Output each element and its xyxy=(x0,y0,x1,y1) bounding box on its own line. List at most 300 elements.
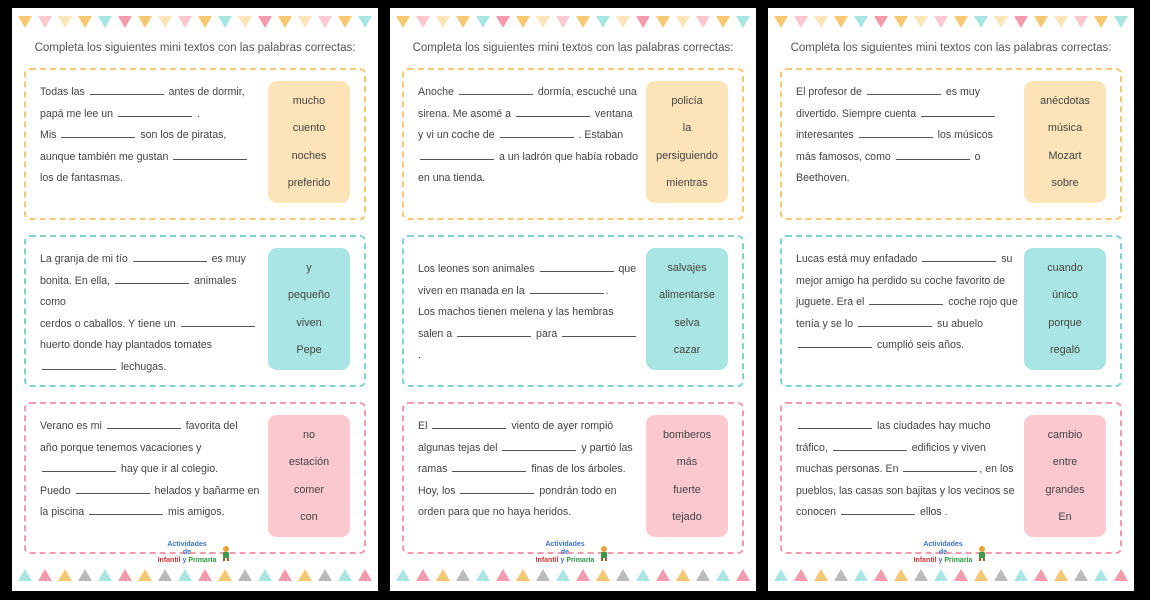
bunting-flag xyxy=(218,569,232,581)
bunting-flag xyxy=(58,569,72,581)
bunting-flag xyxy=(874,569,888,581)
fill-in-blank[interactable] xyxy=(833,441,907,451)
word-bank-item: con xyxy=(300,511,318,524)
bunting-flag xyxy=(1074,569,1088,581)
logo-word: y xyxy=(180,557,189,564)
word-bank xyxy=(1024,248,1106,370)
bunting-flag xyxy=(656,16,670,28)
text-segment: las ciudades hay mucho xyxy=(874,420,991,432)
fill-in-blank[interactable] xyxy=(460,484,534,494)
bunting-flag xyxy=(696,16,710,28)
site-logo xyxy=(12,541,378,565)
exercise-text xyxy=(796,82,1018,190)
fill-in-blank[interactable] xyxy=(858,317,932,327)
bunting-flag xyxy=(954,569,968,581)
text-line xyxy=(40,502,262,524)
exercise-text xyxy=(796,416,1018,524)
bunting-flag xyxy=(318,569,332,581)
fill-in-blank[interactable] xyxy=(859,128,933,138)
text-line xyxy=(418,281,640,303)
fill-in-blank[interactable] xyxy=(61,128,135,138)
word-bank-item: porque xyxy=(1048,316,1082,329)
fill-in-blank[interactable] xyxy=(500,128,574,138)
text-segment: los músicos xyxy=(934,129,993,141)
bunting-flag xyxy=(716,16,730,28)
text-line xyxy=(40,104,262,126)
bunting-flag xyxy=(78,16,92,28)
text-line xyxy=(40,147,262,169)
text-segment: . xyxy=(605,284,609,297)
text-segment: viven en manada en la xyxy=(418,284,528,297)
word-bank-item: cuando xyxy=(1047,261,1083,274)
text-segment: su xyxy=(998,253,1013,265)
mascot-icon xyxy=(976,545,988,561)
text-segment: dormía, escuché una xyxy=(534,86,637,98)
word-bank-item: cambio xyxy=(1047,428,1083,441)
bunting-flag xyxy=(736,16,750,28)
bunting-flag xyxy=(358,569,372,581)
logo-line-3 xyxy=(914,557,973,565)
bunting-flag xyxy=(994,16,1008,28)
word-bank-item: selva xyxy=(674,316,700,329)
text-segment: es muy xyxy=(942,86,980,98)
bunting-flag xyxy=(636,16,650,28)
site-logo xyxy=(768,541,1134,565)
text-segment: ramas xyxy=(418,463,451,475)
text-line xyxy=(796,271,1018,293)
text-line xyxy=(40,125,262,147)
logo-text xyxy=(158,541,217,565)
word-bank-item: anécdotas xyxy=(1040,94,1090,107)
text-line xyxy=(40,481,262,503)
logo-text xyxy=(536,541,595,565)
text-segment: salen a xyxy=(418,327,456,340)
text-segment: orden para que no haya heridos. xyxy=(418,506,572,518)
text-segment: viento de ayer rompió xyxy=(508,420,614,432)
bunting-flag xyxy=(238,16,252,28)
word-bank-item: pequeño xyxy=(287,289,331,302)
text-line xyxy=(40,438,262,460)
bunting-flag xyxy=(178,569,192,581)
bunting-flag xyxy=(874,16,888,28)
bunting-flag xyxy=(396,569,410,581)
bunting-flag xyxy=(338,16,352,28)
bunting-flag xyxy=(118,569,132,581)
text-segment: papá me lee un xyxy=(40,107,116,120)
logo-word: Primaria xyxy=(944,557,973,564)
text-segment: año porque tenemos vacaciones y xyxy=(40,441,202,454)
text-segment: sirena. Me asomé a xyxy=(418,107,514,120)
instruction-text: Completa los siguientes mini textos con las palabras correctas: xyxy=(412,42,734,54)
word-bank xyxy=(268,81,350,203)
text-segment: divertido. Siempre cuenta xyxy=(796,107,920,120)
fill-in-blank[interactable] xyxy=(540,262,614,272)
fill-in-blank[interactable] xyxy=(922,252,996,262)
fill-in-blank[interactable] xyxy=(867,85,941,95)
fill-in-blank[interactable] xyxy=(420,150,494,160)
fill-in-blank[interactable] xyxy=(530,284,604,294)
bunting-flag xyxy=(98,569,112,581)
text-segment: antes de dormir, xyxy=(165,86,245,98)
word-bank-item: mientras xyxy=(666,177,708,190)
fill-in-blank[interactable] xyxy=(896,150,970,160)
bunting-flag xyxy=(38,569,52,581)
logo-word: Infantil xyxy=(157,557,181,564)
text-line xyxy=(796,249,1018,271)
bunting-flag xyxy=(596,569,610,581)
word-bank-item: alimentarse xyxy=(659,289,715,302)
bunting-flag xyxy=(1034,16,1048,28)
text-line xyxy=(40,82,262,104)
fill-in-blank[interactable] xyxy=(181,317,255,327)
exercise-text xyxy=(418,416,640,524)
text-segment: Anoche xyxy=(418,86,457,98)
bunting-flag xyxy=(138,569,152,581)
text-line xyxy=(418,168,640,190)
text-line xyxy=(796,481,1018,503)
word-bank-item: En xyxy=(1058,511,1072,524)
exercise-card xyxy=(780,402,1122,554)
bunting-flag xyxy=(416,569,430,581)
fill-in-blank[interactable] xyxy=(459,85,533,95)
logo-word: Infantil xyxy=(913,557,937,564)
bunting-decoration-top xyxy=(396,16,750,32)
text-line xyxy=(418,459,640,481)
text-segment: interesantes xyxy=(796,129,857,141)
text-segment: , en los xyxy=(979,463,1014,475)
mascot-icon xyxy=(220,545,232,561)
text-segment: o xyxy=(971,150,981,163)
exercise-text xyxy=(796,249,1018,357)
bunting-flag xyxy=(774,569,788,581)
text-segment: mis amigos. xyxy=(165,506,225,518)
word-bank-item: la xyxy=(682,122,692,135)
text-line xyxy=(418,481,640,503)
bunting-flag xyxy=(456,569,470,581)
logo-line-1: Actividades xyxy=(923,541,963,548)
worksheet-page xyxy=(768,8,1134,591)
bunting-flag xyxy=(794,16,808,28)
instruction-text: Completa los siguientes mini textos con las palabras correctas: xyxy=(790,42,1112,54)
fill-in-blank[interactable] xyxy=(502,441,576,451)
text-segment: Todas las xyxy=(40,86,88,98)
bunting-flag xyxy=(536,569,550,581)
logo-word: y xyxy=(936,557,945,564)
word-bank-item: regaló xyxy=(1049,344,1080,357)
bunting-flag xyxy=(556,16,570,28)
bunting-flag xyxy=(1094,569,1108,581)
text-segment: conocen xyxy=(796,506,839,518)
text-segment: La granja de mi tío xyxy=(40,253,131,265)
text-segment: tráfico, xyxy=(796,441,831,454)
exercise-card xyxy=(402,235,744,387)
word-bank-item: preferido xyxy=(287,177,331,190)
text-segment: huerto donde hay plantados tomates xyxy=(40,339,212,351)
bunting-decoration-bottom xyxy=(18,569,372,585)
bunting-flag xyxy=(974,16,988,28)
word-bank-item: viven xyxy=(296,316,322,329)
bunting-flag xyxy=(994,569,1008,581)
bunting-flag xyxy=(396,16,410,28)
text-segment: mejor amigo ha perdido su coche favorito de xyxy=(796,274,1006,287)
text-line xyxy=(418,125,640,147)
text-segment: para xyxy=(533,327,561,340)
bunting-flag xyxy=(696,569,710,581)
bunting-flag xyxy=(298,569,312,581)
text-segment: lechugas. xyxy=(118,360,167,373)
text-segment: . Estaban xyxy=(575,129,624,141)
text-segment: Verano es mi xyxy=(40,420,105,432)
fill-in-blank[interactable] xyxy=(921,107,995,117)
text-line xyxy=(418,502,640,524)
word-bank xyxy=(1024,415,1106,537)
text-line xyxy=(40,459,262,481)
worksheet-page xyxy=(390,8,756,591)
bunting-flag xyxy=(894,16,908,28)
text-segment: Los machos tienen melena y las hembras xyxy=(418,306,614,318)
bunting-flag xyxy=(218,16,232,28)
word-bank-item: no xyxy=(302,428,315,441)
bunting-flag xyxy=(78,569,92,581)
text-segment: juguete. Era el xyxy=(796,296,868,308)
word-bank-item: noches xyxy=(291,149,327,162)
bunting-flag xyxy=(1054,16,1068,28)
fill-in-blank[interactable] xyxy=(115,274,189,284)
text-line xyxy=(418,104,640,126)
text-segment: hay que ir al colegio. xyxy=(118,463,219,475)
text-segment: Beethoven. xyxy=(796,172,850,184)
text-line xyxy=(418,302,640,324)
exercise-text xyxy=(40,416,262,524)
text-line xyxy=(796,82,1018,104)
text-line xyxy=(796,292,1018,314)
bunting-flag xyxy=(934,569,948,581)
text-line xyxy=(796,104,1018,126)
text-segment: Los leones son animales xyxy=(418,263,538,275)
fill-in-blank[interactable] xyxy=(133,252,207,262)
fill-in-blank[interactable] xyxy=(452,462,526,472)
bunting-flag xyxy=(18,569,32,581)
text-line xyxy=(796,147,1018,169)
exercise-card xyxy=(24,68,366,220)
bunting-flag xyxy=(496,569,510,581)
text-segment: y vi un coche de xyxy=(418,129,498,141)
fill-in-blank[interactable] xyxy=(798,338,872,348)
text-segment: animales como xyxy=(40,274,237,308)
word-bank-item: estación xyxy=(288,456,330,469)
text-segment: Mis xyxy=(40,129,60,141)
bunting-flag xyxy=(278,16,292,28)
bunting-flag xyxy=(358,16,372,28)
bunting-flag xyxy=(476,569,490,581)
bunting-flag xyxy=(854,16,868,28)
bunting-flag xyxy=(198,569,212,581)
bunting-flag xyxy=(258,569,272,581)
word-bank-item: salvajes xyxy=(667,261,707,274)
bunting-flag xyxy=(1014,16,1028,28)
logo-text xyxy=(914,541,973,565)
bunting-flag xyxy=(814,16,828,28)
bunting-flag xyxy=(636,569,650,581)
text-segment: son los de piratas, xyxy=(137,129,227,141)
text-segment: aunque también me gustan xyxy=(40,150,172,163)
bunting-flag xyxy=(476,16,490,28)
text-segment: cerdos o caballos. Y tiene un xyxy=(40,317,179,330)
text-line xyxy=(796,168,1018,190)
bunting-flag xyxy=(676,16,690,28)
fill-in-blank[interactable] xyxy=(516,107,590,117)
text-line xyxy=(40,314,262,336)
exercise-card xyxy=(24,402,366,554)
bunting-flag xyxy=(656,569,670,581)
text-line xyxy=(796,314,1018,336)
text-line xyxy=(796,125,1018,147)
exercise-card xyxy=(780,68,1122,220)
fill-in-blank[interactable] xyxy=(869,295,943,305)
bunting-flag xyxy=(238,569,252,581)
text-segment: más famosos, como xyxy=(796,150,894,163)
text-segment: los de fantasmas. xyxy=(40,172,124,184)
word-bank-item: tejado xyxy=(672,511,702,524)
bunting-flag xyxy=(496,16,510,28)
bunting-flag xyxy=(118,16,132,28)
text-segment: edificios y viven xyxy=(908,441,986,454)
text-line xyxy=(418,82,640,104)
text-segment: la piscina xyxy=(40,506,88,518)
bunting-flag xyxy=(338,569,352,581)
fill-in-blank[interactable] xyxy=(841,505,915,515)
bunting-decoration-top xyxy=(18,16,372,32)
text-segment: y partió las xyxy=(578,441,633,454)
fill-in-blank[interactable] xyxy=(90,85,164,95)
text-segment: en una tienda. xyxy=(418,172,486,184)
text-segment: es muy xyxy=(208,253,246,265)
word-bank-item: entre xyxy=(1052,456,1078,469)
fill-in-blank[interactable] xyxy=(562,327,636,337)
text-line xyxy=(796,438,1018,460)
text-line xyxy=(418,259,640,281)
logo-word: Infantil xyxy=(535,557,559,564)
text-line xyxy=(40,249,262,271)
bunting-flag xyxy=(38,16,52,28)
bunting-flag xyxy=(158,16,172,28)
text-segment: favorita del xyxy=(182,420,238,432)
fill-in-blank[interactable] xyxy=(457,327,531,337)
bunting-flag xyxy=(318,16,332,28)
text-segment: pondrán todo en xyxy=(536,484,617,497)
bunting-flag xyxy=(774,16,788,28)
text-segment: pueblos, las casas son bajitas y los vecinos se xyxy=(796,484,1015,497)
word-bank xyxy=(646,81,728,203)
bunting-decoration-bottom xyxy=(774,569,1128,585)
fill-in-blank[interactable] xyxy=(118,107,192,117)
text-segment: Lucas está muy enfadado xyxy=(796,253,921,265)
text-line xyxy=(418,438,640,460)
bunting-flag xyxy=(676,569,690,581)
text-segment: helados y bañarme en xyxy=(151,484,260,497)
text-segment: . xyxy=(418,349,421,361)
text-segment: . xyxy=(193,107,200,120)
bunting-flag xyxy=(716,569,730,581)
word-bank-item: música xyxy=(1047,122,1083,135)
bunting-flag xyxy=(516,569,530,581)
text-line xyxy=(796,335,1018,357)
fill-in-blank[interactable] xyxy=(903,462,977,472)
bunting-flag xyxy=(1034,569,1048,581)
bunting-flag xyxy=(814,569,828,581)
word-bank-item: fuerte xyxy=(673,483,701,496)
fill-in-blank[interactable] xyxy=(42,360,116,370)
text-line xyxy=(418,324,640,367)
fill-in-blank[interactable] xyxy=(432,419,506,429)
fill-in-blank[interactable] xyxy=(173,150,247,160)
fill-in-blank[interactable] xyxy=(42,462,116,472)
word-bank xyxy=(646,415,728,537)
text-line xyxy=(418,416,640,438)
text-line xyxy=(40,357,262,379)
text-line xyxy=(796,416,1018,438)
bunting-flag xyxy=(1114,16,1128,28)
fill-in-blank[interactable] xyxy=(89,505,163,515)
bunting-flag xyxy=(954,16,968,28)
text-segment: su abuelo xyxy=(934,317,983,330)
worksheet-page xyxy=(12,8,378,591)
bunting-flag xyxy=(58,16,72,28)
bunting-flag xyxy=(1094,16,1108,28)
bunting-flag xyxy=(158,569,172,581)
bunting-flag xyxy=(278,569,292,581)
bunting-flag xyxy=(198,16,212,28)
text-line xyxy=(796,459,1018,481)
bunting-flag xyxy=(556,569,570,581)
word-bank-item: grandes xyxy=(1045,483,1085,496)
bunting-flag xyxy=(834,569,848,581)
logo-line-2: de xyxy=(938,549,948,556)
bunting-decoration-top xyxy=(774,16,1128,32)
text-segment: ellos . xyxy=(917,506,948,518)
bunting-flag xyxy=(576,16,590,28)
word-bank xyxy=(268,248,350,370)
text-segment: ventana xyxy=(591,107,633,120)
word-bank-item: único xyxy=(1052,289,1078,302)
fill-in-blank[interactable] xyxy=(107,419,181,429)
bunting-flag xyxy=(258,16,272,28)
bunting-flag xyxy=(536,16,550,28)
logo-word: Primaria xyxy=(566,557,595,564)
text-segment: que xyxy=(615,263,637,275)
bunting-flag xyxy=(894,569,908,581)
text-segment: El profesor de xyxy=(796,86,865,98)
logo-line-1: Actividades xyxy=(545,541,585,548)
word-bank-item: persiguiendo xyxy=(656,149,718,162)
text-segment: Hoy, los xyxy=(418,484,459,497)
word-bank-item: Pepe xyxy=(296,344,322,357)
text-line xyxy=(40,335,262,357)
bunting-flag xyxy=(98,16,112,28)
word-bank-item: y xyxy=(306,261,312,274)
text-segment: Puedo xyxy=(40,484,74,497)
text-segment: bonita. En ella, xyxy=(40,274,114,287)
exercise-text xyxy=(418,259,640,367)
text-segment: algunas tejas del xyxy=(418,441,501,454)
logo-line-1: Actividades xyxy=(167,541,207,548)
fill-in-blank[interactable] xyxy=(76,484,150,494)
text-segment: cumplió seis años. xyxy=(874,339,965,351)
fill-in-blank[interactable] xyxy=(798,419,872,429)
word-bank-item: Mozart xyxy=(1048,149,1082,162)
logo-line-3 xyxy=(536,557,595,565)
word-bank-item: mucho xyxy=(292,94,326,107)
